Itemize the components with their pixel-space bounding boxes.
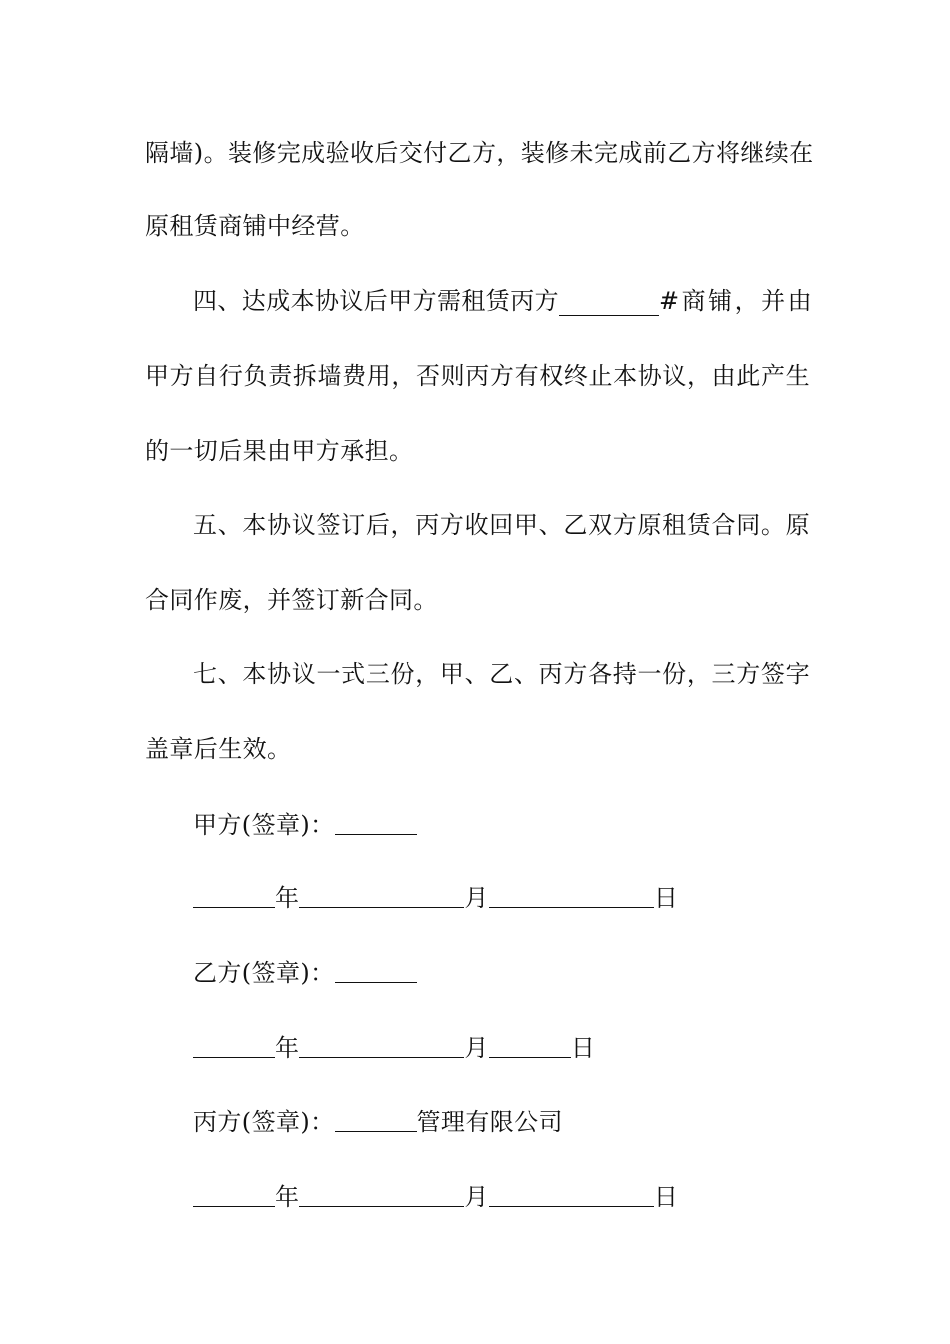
party-b-signature-line [193, 958, 858, 988]
year-label: 年 [275, 1034, 300, 1062]
month-label: 月 [464, 1034, 489, 1062]
party-b-label: 乙方(签章)： [193, 959, 335, 987]
party-c-date-line [193, 1182, 858, 1212]
paragraph-3-line-1: 隔墙)。装修完成验收后交付乙方，装修未完成前乙方将继续在 [145, 139, 814, 167]
party-c-signature-line [193, 1107, 858, 1137]
clause-four-line-1 [193, 286, 815, 316]
clause-four-line-2: 甲方自行负责拆墙费用，否则丙方有权终止本协议，由此产生 [145, 362, 810, 390]
party-b-signature-blank [335, 960, 417, 983]
party-a-signature-blank [335, 812, 417, 835]
clause-five-line-1: 五、本协议签订后，丙方收回甲、乙双方原租赁合同。原 [193, 511, 810, 539]
shop-number-blank [559, 293, 659, 316]
party-a-label: 甲方(签章)： [193, 811, 335, 839]
month-label: 月 [464, 884, 489, 912]
party-c-signature-blank [335, 1109, 417, 1132]
party-c-year-blank [193, 1184, 275, 1207]
year-label: 年 [275, 1183, 300, 1211]
party-b-day-blank [489, 1035, 571, 1058]
party-c-label: 丙方(签章)： [193, 1108, 335, 1136]
party-a-signature-line [193, 810, 858, 840]
day-label: 日 [653, 884, 679, 912]
party-b-date-line [193, 1033, 858, 1063]
clause-four-text-a: 四、达成本协议后甲方需租赁丙方 [193, 287, 559, 315]
party-a-year-blank [193, 885, 275, 908]
clause-seven-line-2: 盖章后生效。 [145, 735, 292, 763]
party-b-month-blank [299, 1035, 464, 1058]
year-label: 年 [275, 884, 300, 912]
party-b-year-blank [193, 1035, 275, 1058]
month-label: 月 [464, 1183, 489, 1211]
party-c-month-blank [299, 1184, 464, 1207]
day-label: 日 [570, 1034, 596, 1062]
party-a-date-line [193, 883, 858, 913]
party-a-month-blank [299, 885, 464, 908]
clause-four-text-b: #商铺，并由 [659, 287, 815, 315]
party-a-day-blank [489, 885, 654, 908]
clause-four-line-3: 的一切后果由甲方承担。 [145, 437, 414, 465]
clause-five-line-2: 合同作废，并签订新合同。 [145, 586, 438, 614]
paragraph-3-line-2: 原租赁商铺中经营。 [145, 212, 365, 240]
clause-seven-line-1: 七、本协议一式三份，甲、乙、丙方各持一份，三方签字 [193, 660, 810, 688]
party-c-day-blank [489, 1184, 654, 1207]
day-label: 日 [653, 1183, 679, 1211]
party-c-company-suffix: 管理有限公司 [416, 1108, 563, 1136]
